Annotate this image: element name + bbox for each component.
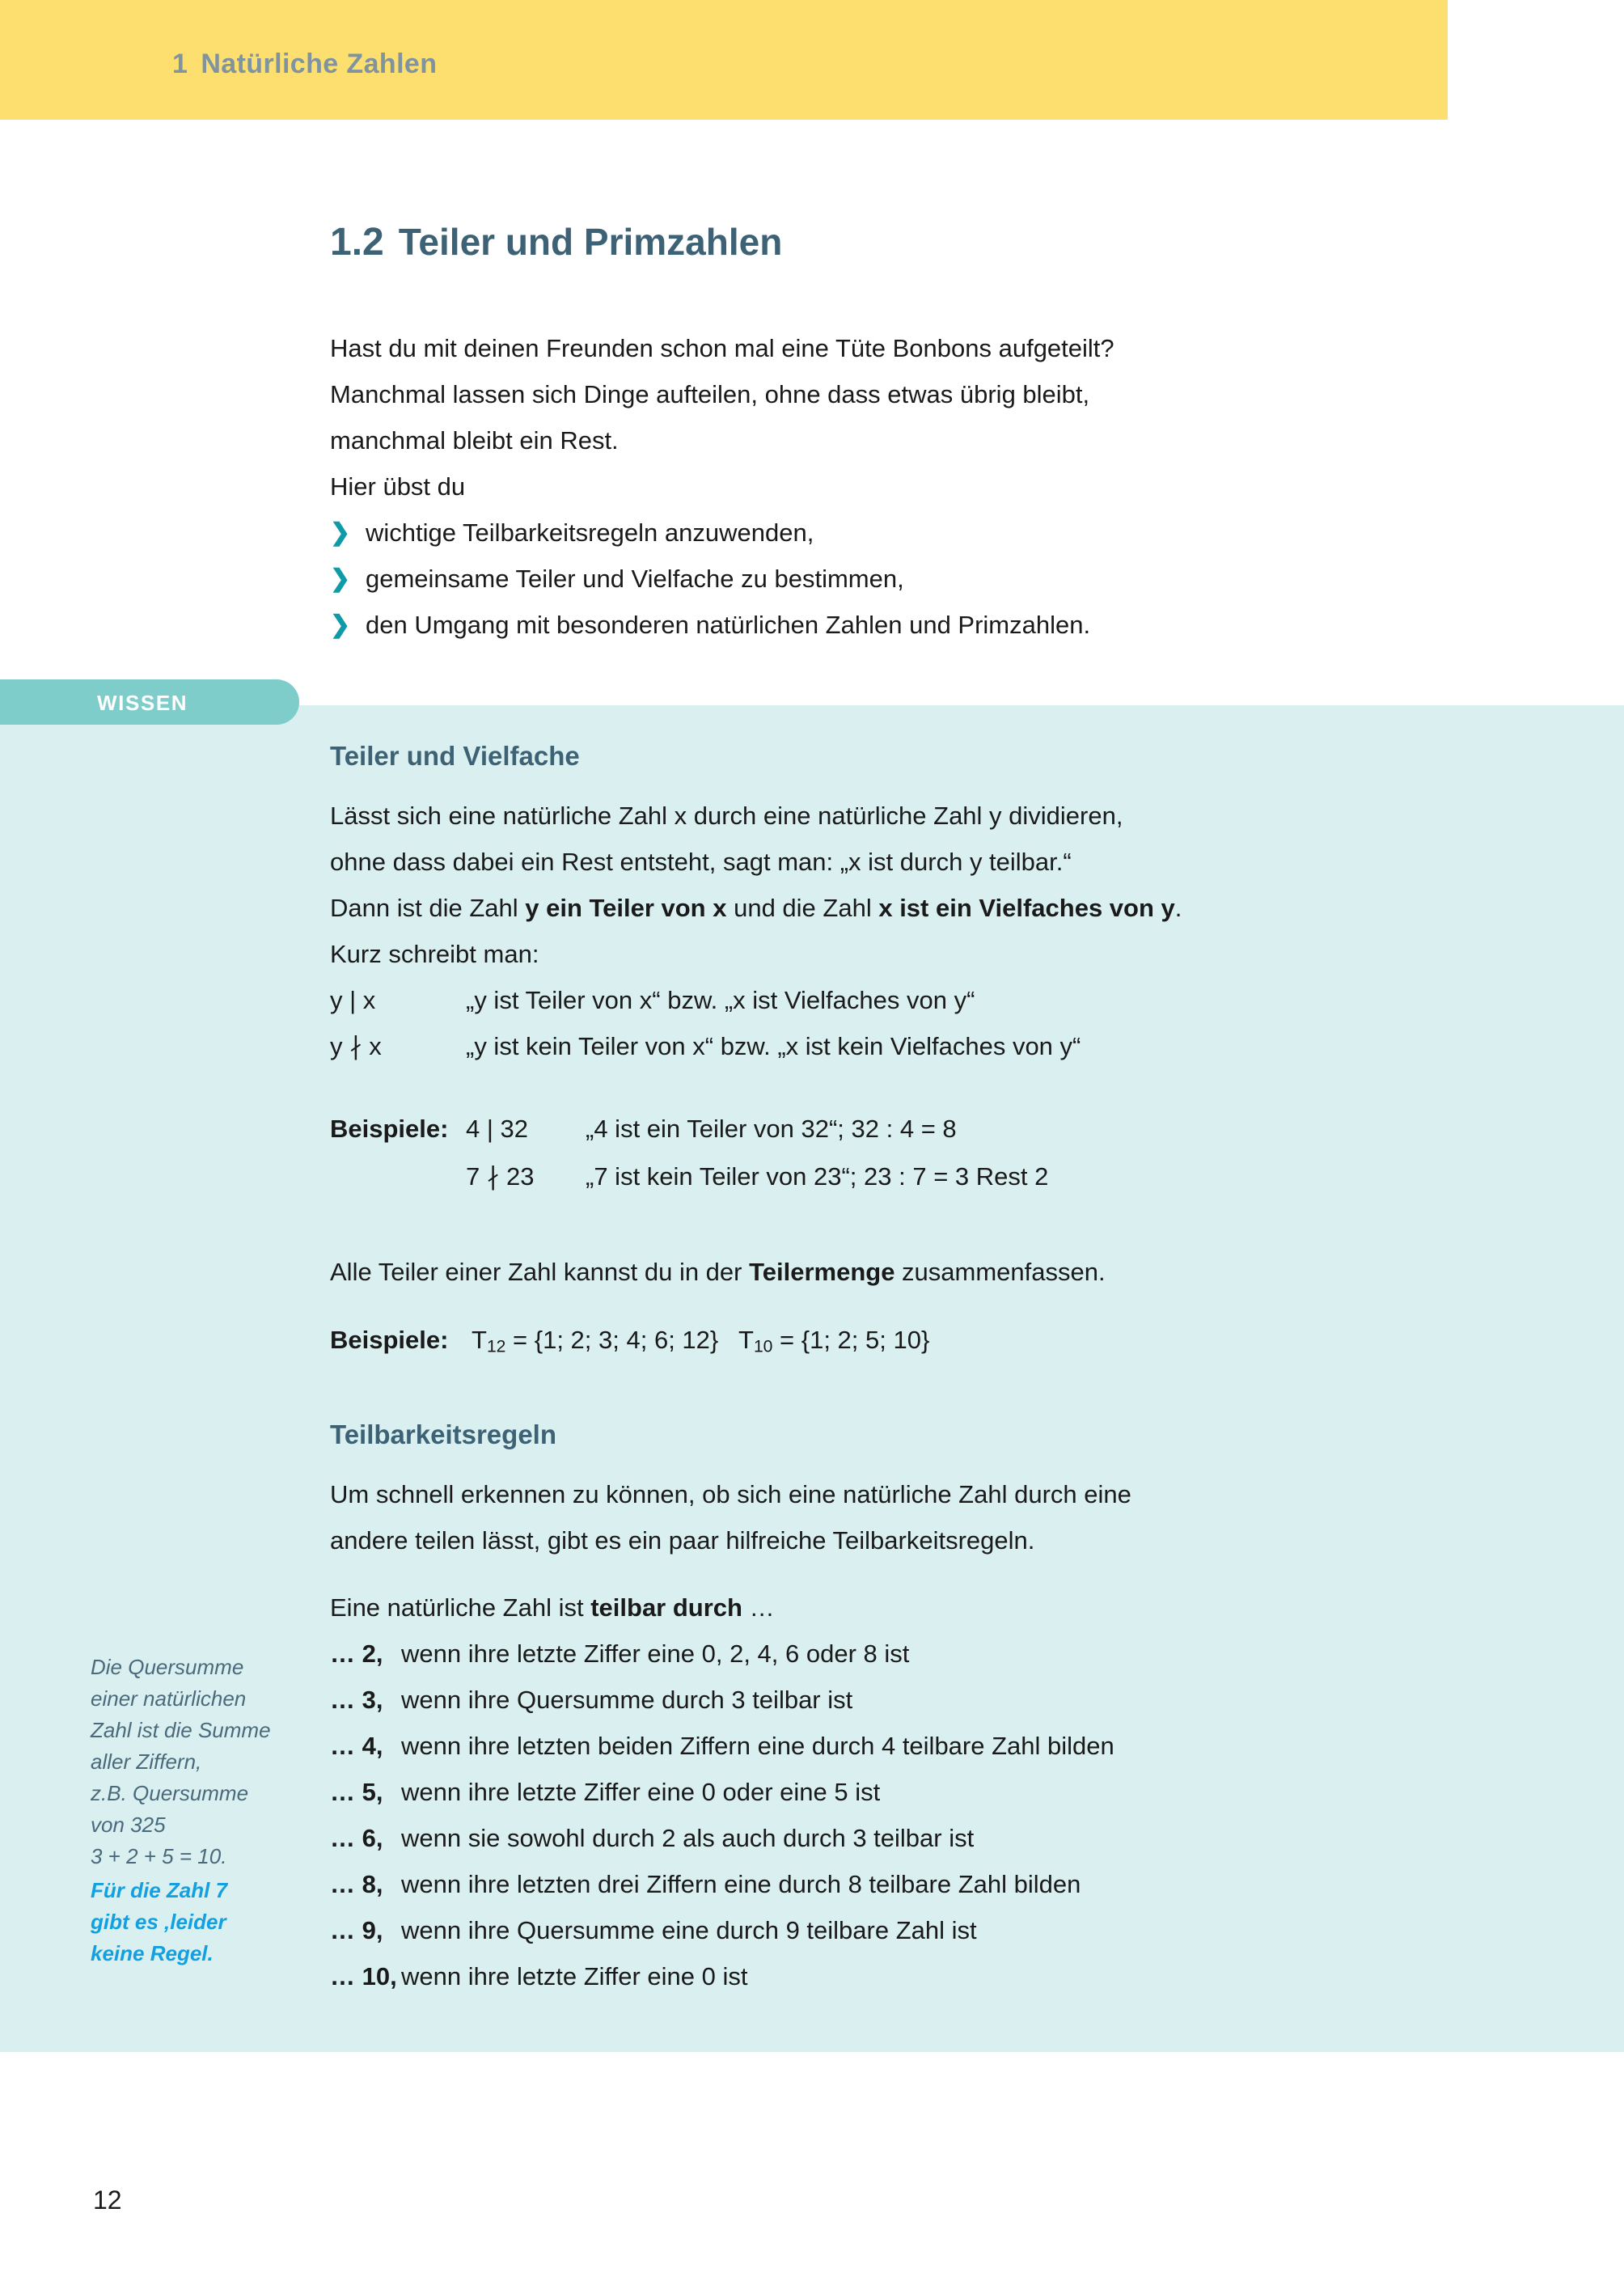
examples-label: Beispiele: [330,1326,449,1354]
teilermenge-prefix: Alle Teiler einer Zahl kannst du in der [330,1258,750,1286]
teilbarkeit-line-2: andere teilen lässt, gibt es ein paar hilfreiche Teilbarkeitsregeln. [330,1525,1035,1555]
teilermenge-set-2 [738,1316,929,1371]
teilermenge-intro [330,1249,1462,1295]
margin-note-line: Die Quersumme [91,1655,244,1679]
chevron-right-icon: ❯ [330,565,351,592]
rule-divisor: … 4, [330,1731,383,1760]
list-item [330,602,1446,648]
rule-divisor: … 10, [330,1961,397,1991]
notation-row [330,1023,1462,1069]
margin-note-quersumme [91,1652,309,1872]
notation-row [330,977,1462,1023]
intro-line-1: Hast du mit deinen Freunden schon mal eine Tüte Bonbons aufgeteilt? [330,334,1114,362]
chapter-number: 1 [172,49,188,79]
margin-note-line: einer natürlichen [91,1686,247,1711]
list-item-label: den Umgang mit besonderen natürlichen Zahlen und Primzahlen. [366,611,1091,639]
intro-block [330,325,1446,648]
rules-intro-prefix: Eine natürliche Zahl ist [330,1593,591,1622]
set-name: T [472,1326,487,1354]
rule-text: wenn ihre Quersumme eine durch 9 teilbare Zahl ist [401,1915,977,1944]
list-item [330,510,1446,556]
rule-row [330,1953,1462,1999]
margin-note-line: Für die Zahl 7 [91,1878,228,1902]
rule-row [330,1631,1462,1677]
definition-rule-line [330,885,1462,931]
rule-divisor: … 5, [330,1777,383,1806]
teilermenge-suffix: zusammenfassen. [894,1258,1106,1286]
notation-meaning: „y ist Teiler von x“ bzw. „x ist Vielfaches von y“ [466,986,975,1014]
page-number: 12 [93,2185,122,2215]
rule-end: . [1174,894,1182,922]
margin-note-line: Zahl ist die Summe [91,1718,271,1742]
rule-row [330,1723,1462,1769]
chevron-right-icon: ❯ [330,611,351,638]
rule-divisor: … 2, [330,1639,383,1668]
rules-intro [330,1584,1462,1631]
intro-lead-in: Hier übst du [330,472,466,501]
definition-line-2: ohne dass dabei ein Rest entsteht, sagt man: „x ist durch y teilbar.“ [330,848,1072,876]
margin-note-line: gibt es ‚leider [91,1910,226,1934]
notation-meaning: „y ist kein Teiler von x“ bzw. „x ist kein Vielfaches von y“ [466,1032,1081,1060]
list-item-label: gemeinsame Teiler und Vielfache zu bestimmen, [366,565,904,593]
rule-text: wenn ihre letzte Ziffer eine 0 ist [401,1961,748,1991]
rule-row [330,1815,1462,1861]
margin-note-line: keine Regel. [91,1941,214,1965]
set-subscript: 10 [753,1337,773,1356]
rule-row [330,1907,1462,1953]
examples-label: Beispiele: [330,1115,449,1143]
subsection-heading-teilbarkeitsregeln: Teilbarkeitsregeln [330,1419,557,1449]
examples-block-divisibility [330,1105,1462,1200]
intro-line-3: manchmal bleibt ein Rest. [330,426,619,455]
rule-text: wenn ihre Quersumme durch 3 teilbar ist [401,1685,853,1714]
example-expression: 7 ∤ 23 [466,1162,535,1191]
example-description: „7 ist kein Teiler von 23“; 23 : 7 = 3 Rest 2 [586,1162,1049,1191]
rule-divisor: … 9, [330,1915,383,1944]
wissen-panel-content [330,705,1462,1999]
set-name: T [738,1326,754,1354]
rule-row [330,1769,1462,1815]
teilermenge-examples-row [330,1316,1462,1371]
teilermenge-set-1 [472,1316,738,1371]
set-subscript: 12 [486,1337,506,1356]
example-row [330,1105,1462,1153]
margin-note-line: 3 + 2 + 5 = 10. [91,1844,227,1868]
rule-row [330,1861,1462,1907]
teilbarkeit-line-1: Um schnell erkennen zu können, ob sich eine natürliche Zahl durch eine [330,1479,1131,1508]
rule-bold-1: y ein Teiler von x [525,894,727,922]
rule-divisor: … 8, [330,1869,383,1898]
set-value: = {1; 2; 5; 10} [780,1326,930,1354]
list-item [330,556,1446,602]
rules-intro-suffix: … [742,1593,775,1622]
rule-text: wenn ihre letzten drei Ziffern eine durch 8 teilbare Zahl bilden [401,1869,1081,1898]
wissen-tab-label: WISSEN [97,691,188,715]
divisibility-rules-list [330,1631,1462,1999]
rule-divisor: … 6, [330,1823,383,1852]
notation-symbol: y ∤ x [330,1032,382,1060]
margin-note-line: aller Ziffern, [91,1749,202,1774]
page-title [330,220,782,264]
page-header-band [0,0,1448,120]
rule-bold-2: x ist ein Vielfaches von y [878,894,1175,922]
chapter-title: Natürliche Zahlen [201,49,438,79]
margin-note-zahl-sieben [91,1875,309,1969]
list-item-label: wichtige Teilbarkeitsregeln anzuwenden, [366,518,814,547]
margin-note-line: z.B. Quersumme [91,1781,249,1805]
teilermenge-bold: Teilermenge [749,1258,895,1286]
rule-text: wenn ihre letzte Ziffer eine 0 oder eine 5 ist [401,1777,881,1806]
margin-note-line: von 325 [91,1813,166,1837]
intro-line-2: Manchmal lassen sich Dinge aufteilen, ohne dass etwas übrig bleibt, [330,380,1090,408]
kurz-label: Kurz schreibt man: [330,940,539,968]
learning-goals-list [330,510,1446,648]
rule-divisor: … 3, [330,1685,383,1714]
rule-text: wenn ihre letzte Ziffer eine 0, 2, 4, 6 oder 8 ist [401,1639,910,1668]
chapter-header [172,49,437,80]
rules-intro-bold: teilbar durch [590,1593,742,1622]
rule-text: wenn ihre letzten beiden Ziffern eine durch 4 teilbare Zahl bilden [401,1731,1114,1760]
rule-prefix: Dann ist die Zahl [330,894,526,922]
rule-text: wenn sie sowohl durch 2 als auch durch 3 teilbar ist [401,1823,975,1852]
definition-line-1: Lässt sich eine natürliche Zahl x durch eine natürliche Zahl y dividieren, [330,802,1123,830]
subsection-heading-teiler-und-vielfache: Teiler und Vielfache [330,741,580,771]
example-expression: 4 | 32 [466,1115,529,1143]
notation-symbol: y | x [330,986,376,1014]
rule-mid: und die Zahl [726,894,879,922]
set-value: = {1; 2; 3; 4; 6; 12} [513,1326,719,1354]
examples-label-spacer [330,1153,466,1200]
example-row [330,1153,1462,1200]
wissen-tab [0,679,299,725]
section-title-text: Teiler und Primzahlen [398,221,783,263]
chevron-right-icon: ❯ [330,519,351,546]
section-number: 1.2 [330,221,384,264]
example-description: „4 ist ein Teiler von 32“; 32 : 4 = 8 [586,1115,957,1143]
rule-row [330,1677,1462,1723]
